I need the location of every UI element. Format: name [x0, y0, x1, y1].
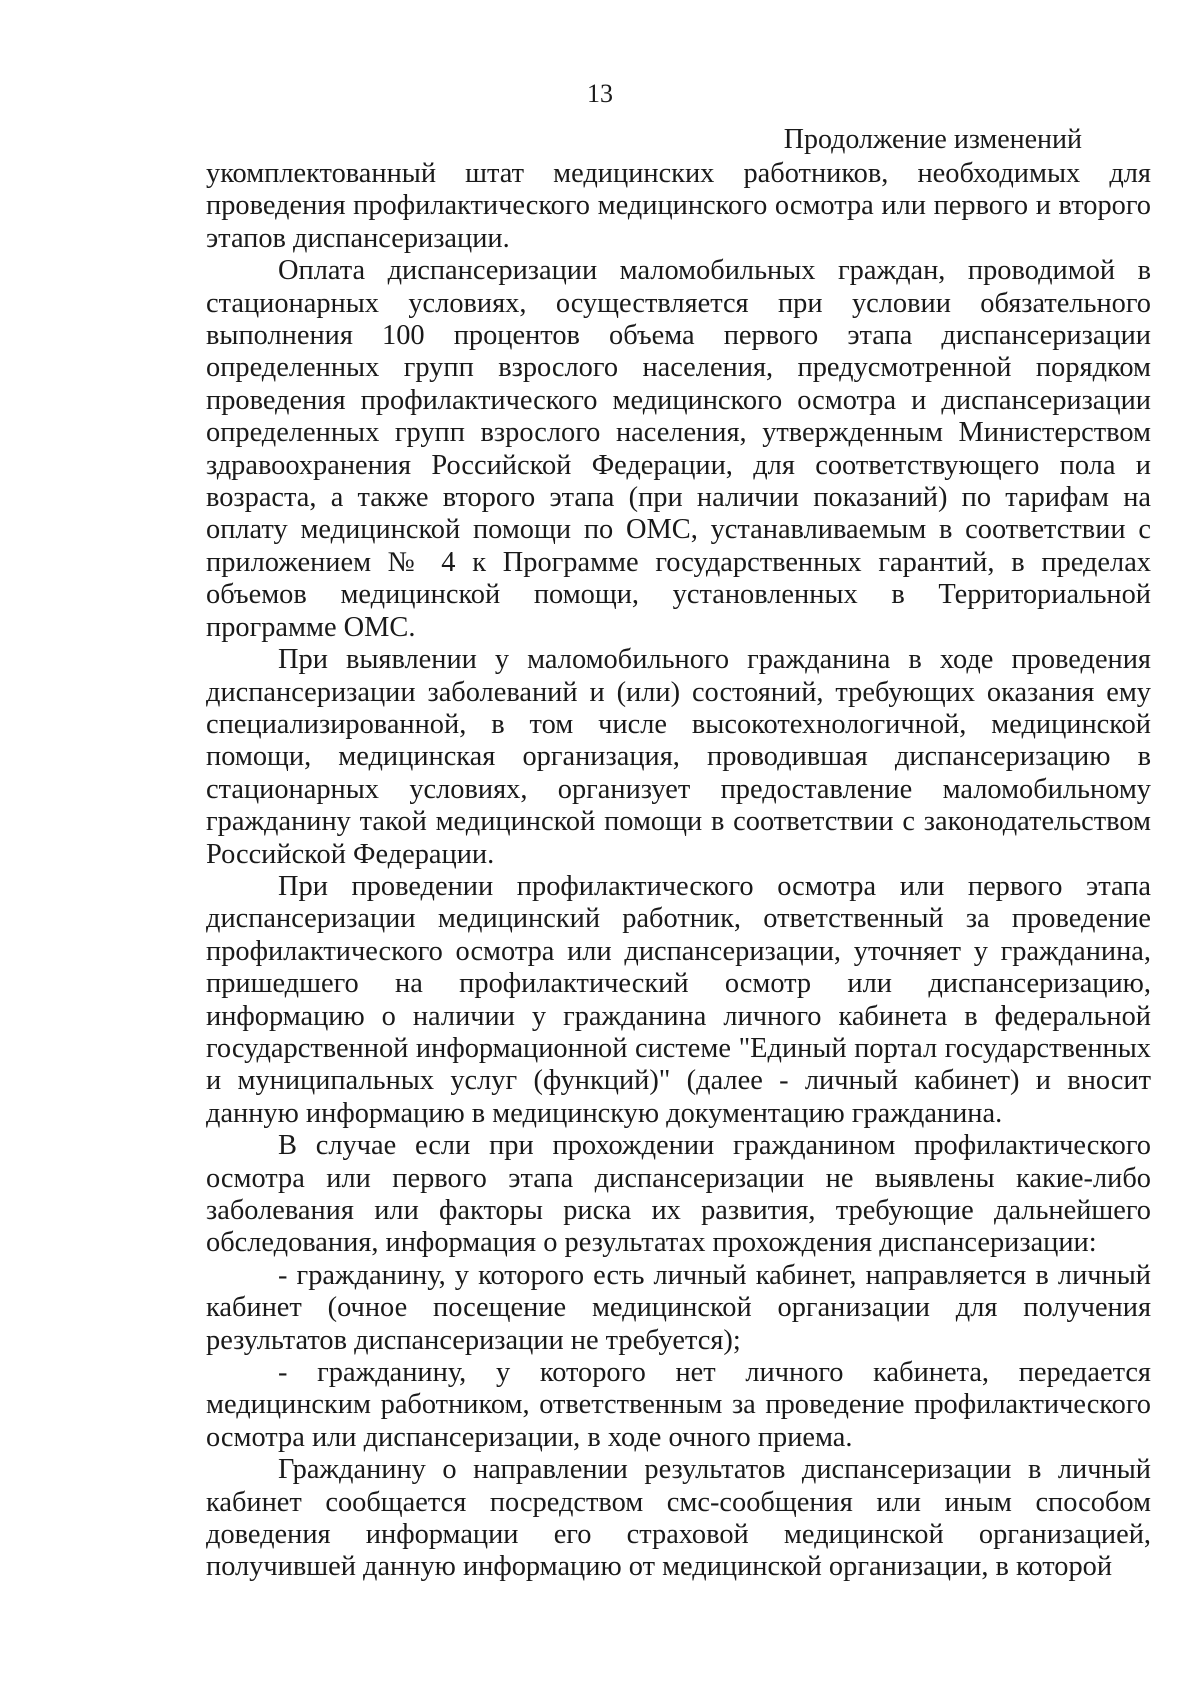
paragraph: При проведении профилактического осмотра или первого этапа диспансеризации медицинский работник, ответственный за проведение профилактического осмотра или диспансеризации, уточняет у гражданина, пришедшего на профилактический осмотр или диспансеризацию, информацию о наличии у гражданина личного кабинета в федеральной государственной информационной системе "Единый портал государственных и муниципальных услуг (функций)" (далее - личный кабинет) и вносит данную информацию в медицинскую документацию гражданина. — [206, 870, 1151, 1129]
paragraph: Гражданину о направлении результатов диспансеризации в личный кабинет сообщается посредством смс-сообщения или иным способом доведения информации его страховой медицинской организацией, получившей данную информацию от медицинской организации, в которой — [206, 1454, 1151, 1583]
list-item: - гражданину, у которого нет личного кабинета, передается медицинским работником, ответственным за проведение профилактического осмотра или диспансеризации, в ходе очного приема. — [206, 1357, 1151, 1453]
document-body — [206, 158, 1151, 1584]
paragraph: Оплата диспансеризации маломобильных граждан, проводимой в стационарных условиях, осуществляется при условии обязательного выполнения 100 процентов объема первого этапа диспансеризации определенных групп взрослого населения, предусмотренной порядком проведения профилактического медицинского осмотра и диспансеризации определенных групп взрослого населения, утвержденным Министерством здравоохранения Российской Федерации, для соответствующего пола и возраста, а также второго этапа (при наличии показаний) по тарифам на оплату медицинской помощи по ОМС, устанавливаемым в соответствии с приложением № 4 к Программе государственных гарантий, в пределах объемов медицинской помощи, установленных в Территориальной программе ОМС. — [206, 255, 1151, 643]
paragraph: В случае если при прохождении гражданином профилактического осмотра или первого этапа диспансеризации не выявлены какие-либо заболевания или факторы риска их развития, требующие дальнейшего обследования, информация о результатах прохождения диспансеризации: — [206, 1130, 1151, 1259]
paragraph: укомплектованный штат медицинских работников, необходимых для проведения профилактического медицинского осмотра или первого и второго этапов диспансеризации. — [206, 158, 1151, 254]
continuation-label: Продолжение изменений — [783, 124, 1082, 155]
paragraph: При выявлении у маломобильного гражданина в ходе проведения диспансеризации заболеваний и (или) состояний, требующих оказания ему специализированной, в том числе высокотехнологичной, медицинской помощи, медицинская организация, проводившая диспансеризацию в стационарных условиях, организует предоставление маломобильному гражданину такой медицинской помощи в соответствии с законодательством Российской Федерации. — [206, 644, 1151, 870]
page-number: 13 — [587, 79, 613, 108]
list-item: - гражданину, у которого есть личный кабинет, направляется в личный кабинет (очное посещение медицинской организации для получения результатов диспансеризации не требуется); — [206, 1259, 1151, 1356]
